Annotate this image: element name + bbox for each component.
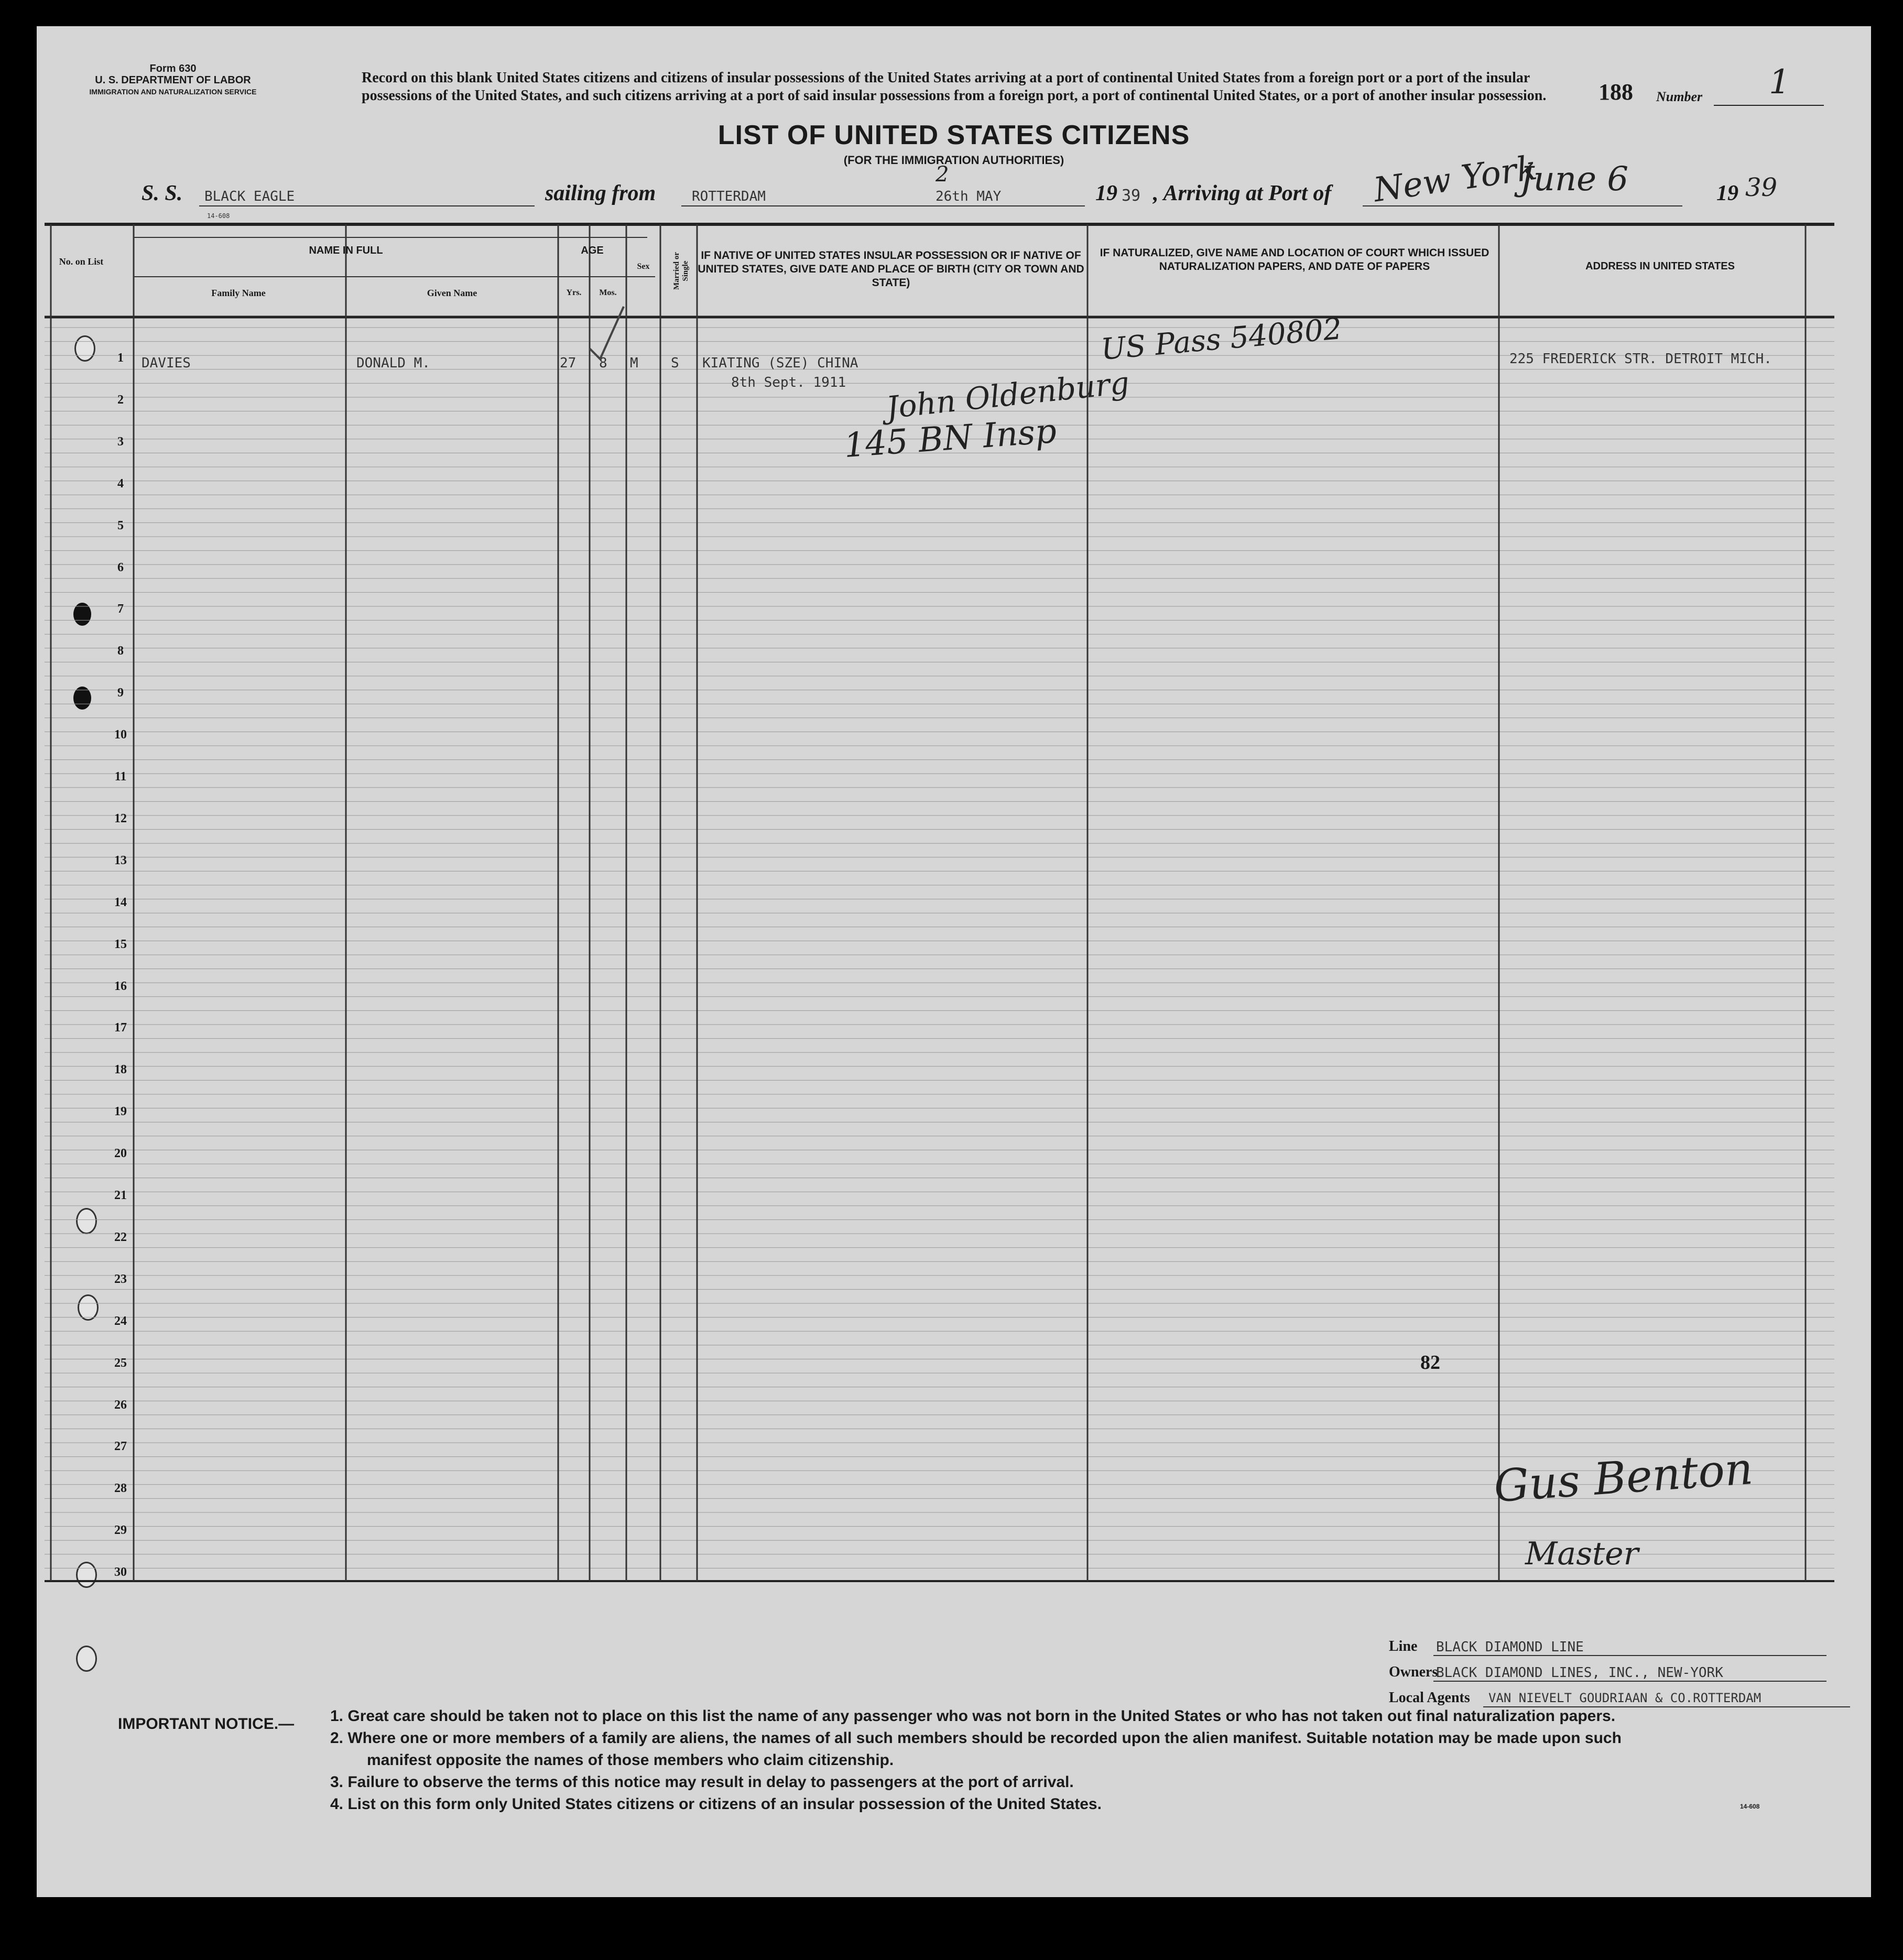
page-subtitle: (FOR THE IMMIGRATION AUTHORITIES) [843, 154, 1064, 167]
row-number: 17 [114, 1021, 127, 1035]
number-value: 1 [1769, 63, 1790, 102]
local-agents-value: VAN NIEVELT GOUDRIAAN & CO.ROTTERDAM [1488, 1691, 1761, 1705]
entry-given-name: DONALD M. [356, 355, 430, 371]
row-number: 2 [117, 393, 124, 407]
arrival-year: 39 [1745, 173, 1778, 202]
row-number: 5 [117, 518, 124, 532]
row-number: 23 [114, 1272, 127, 1286]
row-number: 19 [114, 1105, 127, 1119]
notice-heading: IMPORTANT NOTICE.— [118, 1715, 295, 1733]
row-number: 15 [114, 937, 127, 951]
ship-name: BLACK EAGLE [204, 189, 295, 204]
officer-annotation-2: 145 BN Insp [842, 411, 1058, 466]
print-code: 14-608 [207, 212, 230, 220]
row-number: 7 [117, 602, 124, 616]
master-signature: Gus Benton [1492, 1442, 1755, 1512]
stamp-number: 82 [1420, 1352, 1440, 1374]
sailing-date: 26th MAY [936, 189, 1002, 204]
row-number: 21 [114, 1189, 127, 1202]
notice-item-1: 1. Great care should be taken not to place on this list the name of any passenger who was not born in the United States or who has not taken out final naturalization papers. [330, 1707, 1616, 1725]
row-number: 18 [114, 1063, 127, 1077]
owners-underline [1433, 1681, 1826, 1682]
arrival-year-prefix: 19 [1716, 181, 1738, 205]
entry-family-name: DAVIES [142, 355, 191, 371]
line-underline [1433, 1655, 1826, 1656]
header-married-or-single: Married or Single [672, 252, 690, 290]
row-number: 8 [117, 644, 124, 658]
row-number: 25 [114, 1356, 127, 1370]
ship-name-line [199, 205, 535, 206]
row-number: 29 [114, 1523, 127, 1538]
header-name-in-full: NAME IN FULL [309, 245, 383, 256]
header-yrs: Yrs. [566, 288, 582, 297]
notice-item-4: 4. List on this form only United States citizens or citizens of an insular possession of the United States. [330, 1795, 1102, 1813]
header-no-on-list: No. on List [59, 256, 104, 267]
row-number: 6 [117, 560, 124, 574]
header-address: ADDRESS IN UNITED STATES [1585, 260, 1735, 272]
arrival-line [1363, 205, 1682, 206]
page-number: 188 [1598, 79, 1633, 105]
row-number: 28 [114, 1482, 127, 1496]
notice-item-2: 2. Where one or more members of a family are aliens, the names of all such members should be recorded upon the alien manifest. Suitable notation may be made upon such [330, 1729, 1622, 1747]
row-number: 10 [114, 728, 127, 742]
line-value: BLACK DIAMOND LINE [1436, 1639, 1584, 1655]
header-native-birth: IF NATIVE OF UNITED STATES INSULAR POSSESSION OR IF NATIVE OF UNITED STATES, GIVE DATE AND PLACE OF BIRTH (CITY OR TOWN AND STATE) [698, 249, 1084, 289]
department-name: U. S. DEPARTMENT OF LABOR [95, 74, 251, 86]
row-number: 12 [114, 811, 127, 825]
check-mark-icon [587, 304, 629, 362]
sailing-line [681, 205, 1085, 206]
entry-address: 225 FREDERICK STR. DETROIT MICH. [1509, 351, 1772, 367]
row-number: 11 [114, 770, 127, 783]
row-number: 26 [114, 1398, 127, 1412]
row-number: 3 [117, 434, 124, 449]
header-family-name: Family Name [211, 288, 266, 298]
row-number: 13 [114, 853, 127, 867]
row-number: 1 [117, 351, 124, 365]
number-underline [1714, 105, 1824, 106]
row-number: 20 [114, 1147, 127, 1161]
sailing-year: 39 [1122, 187, 1141, 205]
row-number: 30 [114, 1565, 127, 1580]
form-identifier [63, 63, 283, 97]
form-number: Form 630 [149, 63, 197, 74]
record-instructions: Record on this blank United States citizens and citizens of insular possessions of the United States arriving at a port of continental United States from a foreign port or a port of the insular possessions of the United States, and such citizens arriving at a port of said insular possessions from a foreign port, a port of continental United States, or a port of another insular possession. [362, 70, 1547, 104]
notice-item-3: 3. Failure to observe the terms of this notice may result in delay to passengers at the port of arrival. [330, 1773, 1074, 1791]
arrival-date: June 6 [1520, 160, 1629, 199]
notice-print-code: 14-608 [1740, 1803, 1760, 1810]
punch-hole [76, 1646, 97, 1672]
row-number: 27 [114, 1440, 127, 1454]
row-number: 9 [117, 686, 124, 700]
entry-sex: M [630, 355, 638, 371]
row-number: 14 [114, 895, 127, 909]
master-title: Master [1525, 1536, 1639, 1572]
arriving-label: , Arriving at Port of [1153, 181, 1332, 205]
header-age: AGE [581, 245, 604, 256]
number-label: Number [1656, 89, 1703, 104]
sailing-date-correction: 2 [936, 162, 949, 187]
entry-age-months: 8 [599, 355, 607, 371]
row-number: 4 [117, 476, 124, 491]
port-from: ROTTERDAM [692, 189, 766, 204]
officer-annotation: John Oldenburg [884, 364, 1131, 426]
entry-birth-date: 8th Sept. 1911 [731, 375, 846, 390]
header-naturalized: IF NATURALIZED, GIVE NAME AND LOCATION OF COURT WHICH ISSUED NATURALIZATION PAPERS, AND DATE OF PAPERS [1100, 247, 1489, 273]
year-prefix: 19 [1095, 181, 1117, 205]
row-number: 24 [114, 1314, 127, 1328]
notice-item-2-cont: manifest opposite the names of those members who claim citizenship. [367, 1751, 894, 1769]
arrival-port: New York [1371, 148, 1540, 210]
page-title: LIST OF UNITED STATES CITIZENS [717, 120, 1190, 150]
entry-birth-place: KIATING (SZE) CHINA [702, 355, 858, 371]
header-mos: Mos. [599, 288, 617, 297]
ss-label: S. S. [142, 181, 183, 205]
local-agents-label: Local Agents [1389, 1690, 1470, 1706]
row-number: 16 [114, 979, 127, 993]
entry-naturalization-note: US Pass 540802 [1100, 312, 1343, 367]
header-sex: Sex [637, 262, 650, 271]
line-label: Line [1389, 1638, 1418, 1654]
header-given-name: Given Name [427, 288, 477, 298]
service-name: IMMIGRATION AND NATURALIZATION SERVICE [89, 88, 257, 96]
entry-marital-status: S [671, 355, 679, 371]
owners-label: Owners [1389, 1664, 1438, 1680]
sailing-from-label: sailing from [545, 181, 656, 205]
owners-value: BLACK DIAMOND LINES, INC., NEW-YORK [1436, 1665, 1723, 1681]
entry-age-years: 27 [560, 355, 577, 371]
row-number: 22 [114, 1230, 127, 1244]
